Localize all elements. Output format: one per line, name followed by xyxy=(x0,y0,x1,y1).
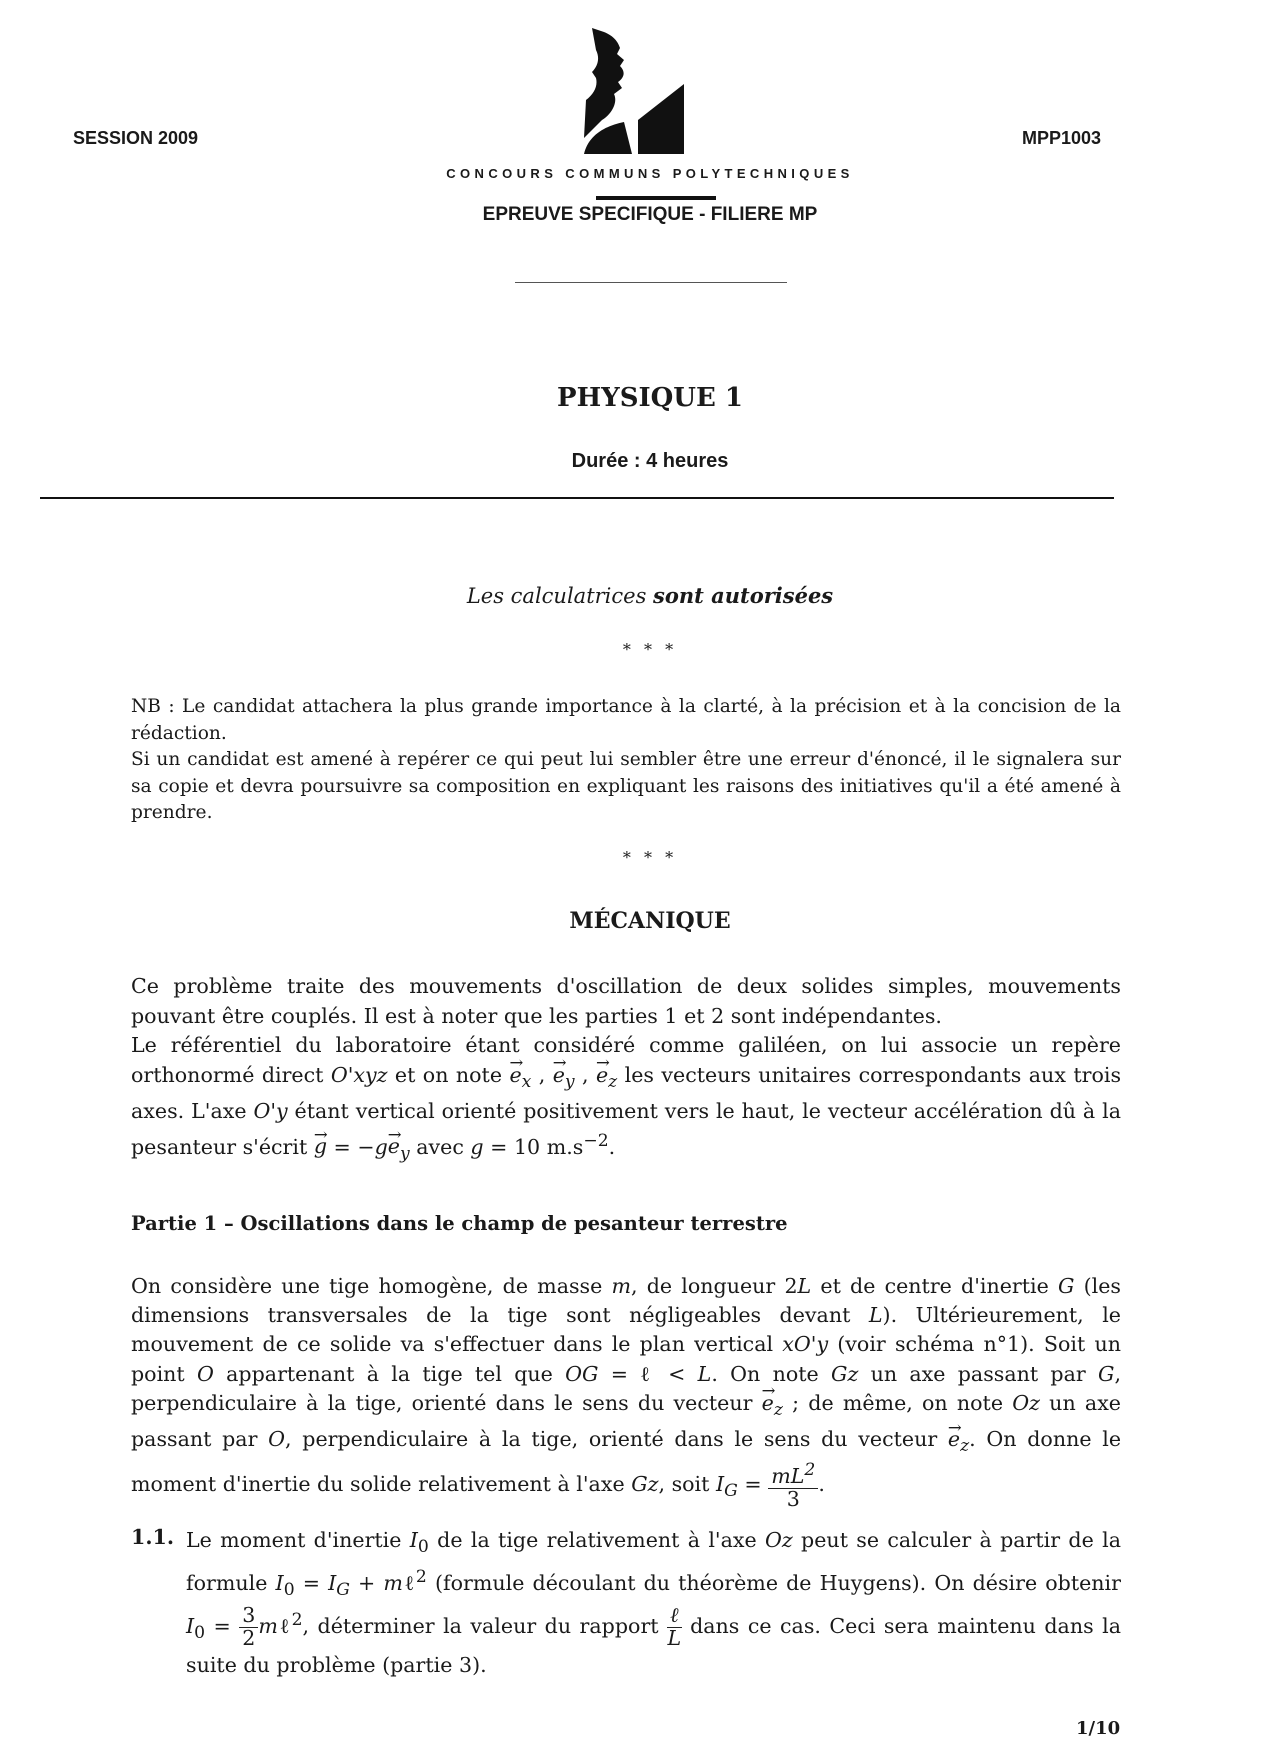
divider-short xyxy=(515,282,787,283)
subject-title: PHYSIQUE 1 xyxy=(557,383,743,413)
question-1-1-text: Le moment d'inertie $I_0$ de la tige relativement à l'axe Oz peut se calculer à partir de la formule $I_0 = I_G$ + mℓ$^2$ (formule découlant du théorème de Huygens). On désire obtenir $I_0$ = $\frac{3}{2}$ mℓ$^2$, déterminer la valeur du rapport $\frac{\text{ℓ}}{L}$ dans ce cas. Ceci sera maintenu dans la suite du problème (partie 3). xyxy=(186,1528,1121,1677)
exam-code: MPP1003 xyxy=(1022,128,1102,148)
section-intro xyxy=(131,972,1121,1169)
section-title: MÉCANIQUE xyxy=(569,908,731,934)
intro-paragraph-2: Le référentiel du laboratoire étant considéré comme galiléen, on lui associe un repère orthonormé direct O'xyz et on note → $e_x$ , → $e_y$ , → $e_z$ les vecteurs unitaires correspondants aux trois axes. L'axe O'y étant vertical orienté positivement vers le haut, le vecteur accélération dû à la pesanteur s'écrit → $g = -g\to e_y$ avec g = 10 $m.s^{-2}$. xyxy=(131,1031,1121,1169)
page-number: 1/10 xyxy=(1076,1718,1121,1739)
header-bar xyxy=(596,196,716,200)
intro-paragraph-1: Ce problème traite des mouvements d'oscillation de deux solides simples, mouvements pouvant être couplés. Il est à noter que les parties 1 et 2 sont indépendantes. xyxy=(131,974,1121,1028)
organization-name: CONCOURS COMMUNS POLYTECHNIQUES xyxy=(446,166,854,181)
divider-long xyxy=(40,497,1114,499)
calc-prefix: Les calculatrices xyxy=(466,584,654,608)
duration: Durée : 4 heures xyxy=(571,450,729,472)
separator-stars-2: * * * xyxy=(622,848,678,867)
nb-paragraph-1: NB : Le candidat attachera la plus grande importance à la clarté, à la précision et à la concision de la rédaction. xyxy=(131,696,1121,744)
triangle-shape xyxy=(638,84,684,154)
profile-shape xyxy=(584,28,624,138)
session-label: SESSION 2009 xyxy=(73,128,199,148)
question-number: 1.1. xyxy=(131,1525,174,1549)
partie-1-text: On considère une tige homogène, de masse m, de longueur 2L et de centre d'inertie G (les dimensions transversales de la tige sont négligeables devant L). Ultérieurement, le mouvement de ce solide va s'effectuer dans le plan vertical xO'y (voir schéma n°1). Soit un point O appartenant à la tige tel que OG = ℓ < L. On note Gz un axe passant par G, perpendiculaire à la tige, orienté dans le sens du vecteur → $e_z$ ; de même, on note Oz un axe passant par O, perpendiculaire à la tige, orienté dans le sens du vecteur → $e_z$. On donne le moment d'inertie du solide relativement à l'axe Gz, soit $I_G$ = $\frac{mL^2}{3}$ . xyxy=(131,1272,1121,1511)
ccp-logo xyxy=(584,28,724,168)
nb-notice xyxy=(131,694,1121,827)
partie-1-title: Partie 1 – Oscillations dans le champ de pesanteur terrestre xyxy=(131,1212,788,1235)
epreuve-title: EPREUVE SPECIFIQUE - FILIERE MP xyxy=(482,204,818,225)
separator-stars: * * * xyxy=(622,640,678,659)
calc-bold: sont autorisées xyxy=(653,583,834,608)
nb-paragraph-2: Si un candidat est amené à repérer ce qui peut lui sembler être une erreur d'énoncé, il le signalera sur sa copie et devra poursuivre sa composition en expliquant les raisons des initiatives qu'il a été amené à prendre. xyxy=(131,749,1121,823)
calculator-notice xyxy=(340,583,960,608)
